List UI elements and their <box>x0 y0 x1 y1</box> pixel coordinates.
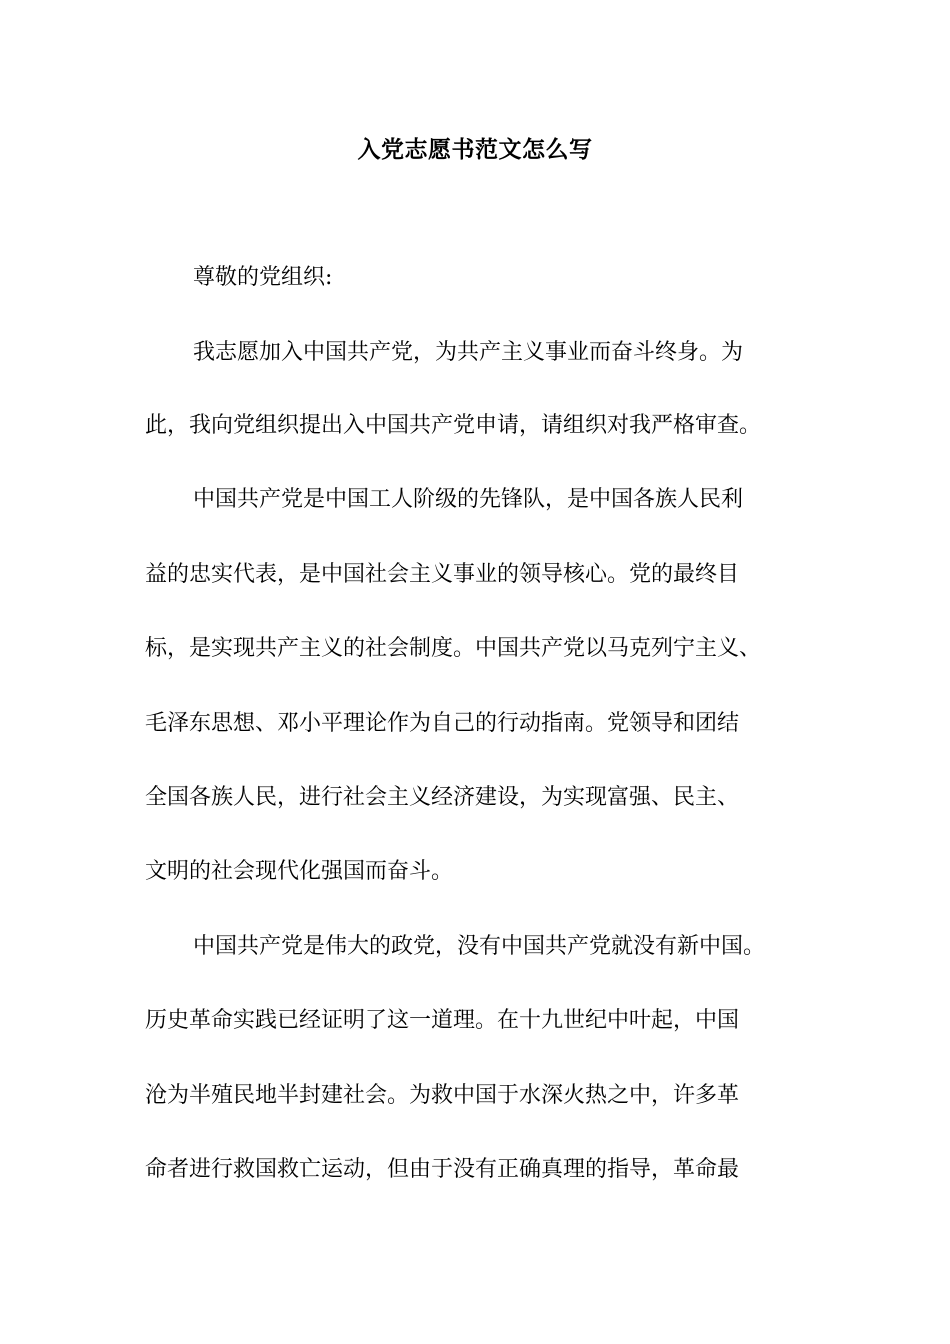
paragraph-line: 此，我向党组织提出入中国共产党申请，请组织对我严格审查。 <box>145 413 762 438</box>
salutation: 尊敬的党组织: <box>193 265 333 290</box>
paragraph-line: 命者进行救国救亡运动，但由于没有正确真理的指导，革命最 <box>145 1157 740 1182</box>
paragraph-line: 中国共产党是中国工人阶级的先锋队，是中国各族人民利 <box>193 487 744 512</box>
document-title: 入党志愿书范文怎么写 <box>357 136 593 163</box>
paragraph-line: 中国共产党是伟大的政党，没有中国共产党就没有新中国。 <box>193 934 766 959</box>
paragraph-line: 益的忠实代表，是中国社会主义事业的领导核心。党的最终目 <box>145 562 740 587</box>
paragraph-line: 历史革命实践已经证明了这一道理。在十九世纪中叶起，中国 <box>145 1008 740 1033</box>
paragraph-line: 我志愿加入中国共产党，为共产主义事业而奋斗终身。为 <box>193 340 744 365</box>
paragraph-line: 文明的社会现代化强国而奋斗。 <box>145 859 454 884</box>
paragraph-line: 全国各族人民，进行社会主义经济建设，为实现富强、民主、 <box>145 785 740 810</box>
paragraph-line: 标，是实现共产主义的社会制度。中国共产党以马克列宁主义、 <box>145 636 762 661</box>
paragraph-line: 沧为半殖民地半封建社会。为救中国于水深火热之中，许多革 <box>145 1083 740 1108</box>
paragraph-line: 毛泽东思想、邓小平理论作为自己的行动指南。党领导和团结 <box>145 711 740 736</box>
